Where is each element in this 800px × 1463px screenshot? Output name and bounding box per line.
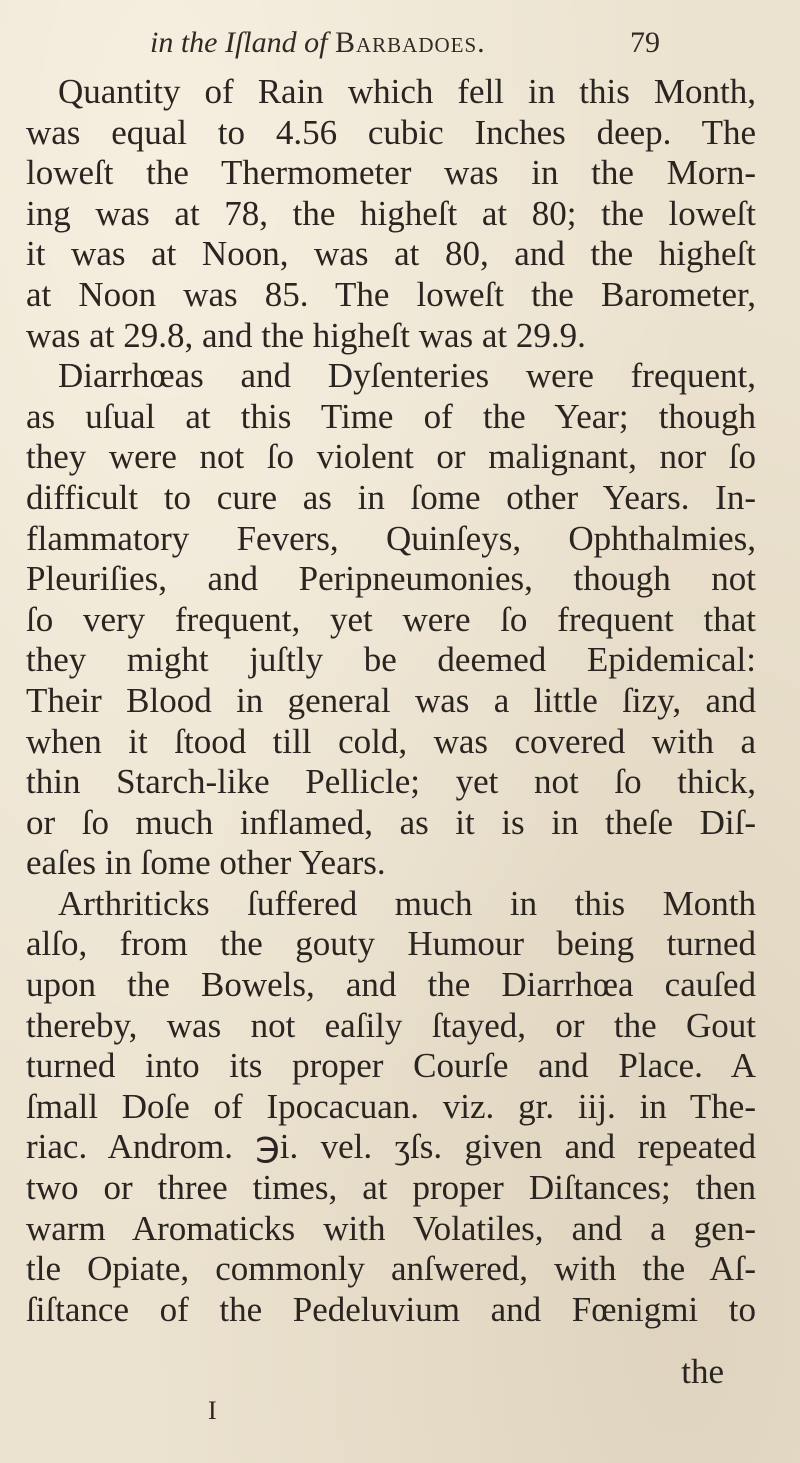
running-head-place: Barbadoes. xyxy=(334,26,486,59)
text-line: difficult to cure as in ſome other Years. In- xyxy=(26,477,756,517)
text-line: ſo very frequent, yet were ſo frequent that xyxy=(26,599,756,639)
text-line: at Noon was 85. The loweſt the Barometer, xyxy=(26,274,756,314)
text-line: ing was at 78, the higheſt at 80; the loweſt xyxy=(26,193,756,233)
page-number: 79 xyxy=(630,26,660,59)
text-line: as uſual at this Time of the Year; though xyxy=(26,396,756,436)
text-line: Arthriticks ſuffered much in this Month xyxy=(58,883,756,923)
text-line: Their Blood in general was a little ſizy, and xyxy=(26,680,756,720)
text-line: turned into its proper Courſe and Place. A xyxy=(26,1046,756,1086)
body-text xyxy=(26,72,756,1330)
catchword: the xyxy=(681,1352,724,1391)
text-line: was at 29.8, and the higheſt was at 29.9. xyxy=(26,315,586,355)
text-line: Diarrhœas and Dyſenteries were frequent, xyxy=(58,356,756,396)
text-line: it was at Noon, was at 80, and the higheſt xyxy=(26,234,756,274)
text-line: two or three times, at proper Diſtances; then xyxy=(26,1168,756,1208)
text-line: loweſt the Thermometer was in the Morn- xyxy=(26,153,756,193)
text-line: riac. Androm. ℈i. vel. ʒſs. given and repeated xyxy=(26,1127,756,1167)
running-head xyxy=(150,26,660,60)
text-line: thin Starch-like Pellicle; yet not ſo thick, xyxy=(26,762,756,802)
text-line: eaſes in ſome other Years. xyxy=(26,843,386,883)
text-line: ſmall Doſe of Ipocacuan. viz. gr. iij. in The- xyxy=(26,1086,756,1126)
text-line: they were not ſo violent or malignant, nor ſo xyxy=(26,437,756,477)
running-head-title: in the Iſland of xyxy=(150,26,328,59)
text-line: they might juſtly be deemed Epidemical: xyxy=(26,640,756,680)
text-line: Quantity of Rain which fell in this Month, xyxy=(58,72,756,111)
text-line: when it ſtood till cold, was covered with a xyxy=(26,721,756,761)
text-line: flammatory Fevers, Quinſeys, Ophthalmies, xyxy=(26,518,756,558)
text-line: tle Opiate, commonly anſwered, with the Aſ- xyxy=(26,1249,756,1289)
text-line: alſo, from the gouty Humour being turned xyxy=(26,924,756,964)
text-line: thereby, was not eaſily ſtayed, or the Gout xyxy=(26,1005,756,1045)
text-line: upon the Bowels, and the Diarrhœa cauſed xyxy=(26,965,756,1005)
text-line: ſiſtance of the Pedeluvium and Fœnigmi to xyxy=(26,1289,756,1329)
text-line: was equal to 4.56 cubic Inches deep. The xyxy=(26,112,756,152)
text-line: Pleuriſies, and Peripneumonies, though not xyxy=(26,559,756,599)
text-line: warm Aromaticks with Volatiles, and a gen- xyxy=(26,1208,756,1248)
text-line: or ſo much inflamed, as it is in theſe Diſ- xyxy=(26,802,756,842)
signature-mark: I xyxy=(208,1396,217,1425)
